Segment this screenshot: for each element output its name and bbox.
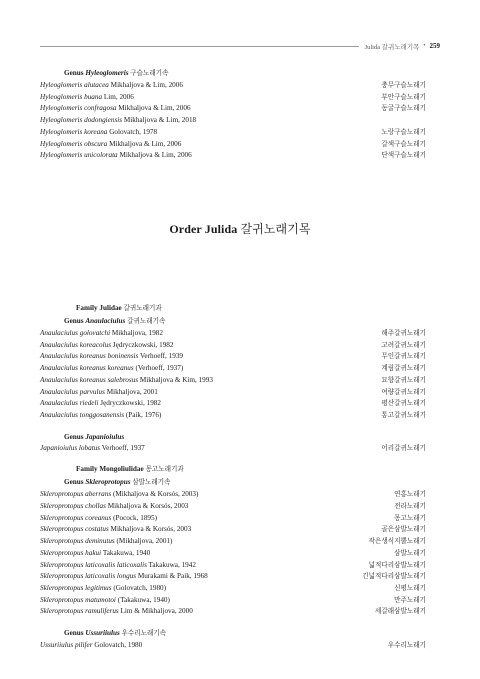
header-rule [40,46,359,47]
species-scientific-name: Ussuriiulus pilifer [40,641,93,650]
species-author: (Pocock, 1895) [113,513,157,522]
species-entry [40,80,426,92]
species-korean-name: 넓적다리삼발노래기 [368,561,426,569]
species-author: (Mikhaljova, 2001) [116,537,173,546]
species-entry [40,363,426,375]
species-entry [40,139,426,151]
species-citation [40,560,196,572]
species-scientific-name: Anaulaciulus parvulus [40,387,105,396]
species-scientific-name: Hyleoglomeris dodongiensis [40,116,123,125]
species-citation [40,150,192,162]
species-citation [40,410,161,422]
species-scientific-name: Anaulaciulus riedeli [40,399,99,408]
species-author: (Golovatch, 1980) [113,583,167,592]
species-author: Mikhaljova, 1982 [111,329,163,337]
species-author: Golovatch, 1978 [109,127,158,136]
species-korean-name: 만주노래기 [394,596,426,604]
species-entry [40,536,426,548]
species-citation [40,489,198,501]
species-entry [40,583,426,595]
species-entry [40,606,426,618]
running-head [40,40,440,52]
genus-korean-name: 구슬노래기속 [130,70,169,77]
species-scientific-name: Skleroprotopus aberrans [40,490,112,499]
species-korean-name: 단색구슬노래기 [381,152,426,160]
species-korean-name: 평산갈귀노래기 [381,400,426,408]
genus-heading-ussuriiulus [40,627,426,640]
species-scientific-name: Anaulaciulus tonggosanensis [40,410,125,419]
species-entry [40,340,426,352]
species-korean-name: 작은생식지뿔노래기 [368,538,426,546]
species-scientific-name: Skleroprotopus costatus [40,525,109,534]
species-citation [40,92,134,104]
species-citation [40,595,170,607]
family-label: Family Julidae [76,304,122,312]
species-entry [40,443,426,455]
species-list [40,640,426,652]
family-label: Family Mongoliulidae [76,465,144,474]
genus-label: Genus [64,629,84,638]
species-entry [40,103,426,115]
species-korean-name: 세갈래삼발노래기 [375,608,426,616]
species-citation [40,351,183,363]
species-scientific-name: Skleroprotopus hakui [40,548,102,557]
species-entry [40,150,426,162]
species-citation [40,127,157,139]
species-scientific-name: Hyleoglomeris confragosa [40,104,117,113]
species-author: Mikhaljova & Korsós, 2003 [110,525,192,534]
species-korean-name: 신평노래기 [394,584,426,592]
species-entry [40,115,426,127]
species-author: (Mikhaljova & Korsós, 2003) [112,490,199,499]
species-entry [40,548,426,560]
genus-label: Genus [64,478,84,487]
species-korean-name: 고려갈귀노래기 [381,341,426,349]
species-entry [40,560,426,572]
genus-name: Ussuriiulus [85,629,120,638]
species-scientific-name: Skleroprotopus coreanus [40,513,112,522]
species-author: (Paik, 1976) [125,410,162,419]
species-scientific-name: Anaulaciulus koreacolus [40,340,111,349]
species-korean-name: 갈색구슬노래기 [381,140,426,148]
species-author: (Verhoeff, 1937) [135,364,184,373]
species-entry [40,351,426,363]
species-author: Mikhaljova & Lim, 2006 [119,151,192,160]
family-korean-name: 갈귀노래기과 [123,305,162,312]
species-korean-name: 통고갈귀노래기 [381,411,426,419]
species-entry [40,328,426,340]
species-entry [40,513,426,525]
species-korean-name: 골은삼발노래기 [381,526,426,534]
species-scientific-name: Anaulaciulus koreanus koreanus [40,364,134,373]
species-entry [40,524,426,536]
species-citation [40,328,163,340]
species-citation [40,501,188,513]
species-author: Golovatch, 1980 [94,641,143,650]
genus-label: Genus [64,69,84,77]
species-korean-name: 여량갈귀노래기 [381,388,426,396]
species-citation [40,398,161,410]
species-entry [40,571,426,583]
species-korean-name: 연홍노래기 [394,491,426,499]
species-list [40,489,426,618]
genus-korean-name: 삼발노래기속 [132,479,171,487]
species-korean-name: 무인갈귀노래기 [381,353,426,361]
family-heading-mongoliulidae [40,463,426,476]
species-author: Mikhaljova & Korsós, 2003 [107,502,189,511]
species-entry [40,127,426,139]
species-list [40,443,426,455]
species-entry [40,640,426,652]
species-korean-name: 긴넓적다리삼발노래기 [362,573,426,581]
genus-korean-name: 우수리노래기속 [121,630,167,638]
species-korean-name: 전라노래기 [394,503,426,511]
species-korean-name: 우수리노래기 [387,642,426,650]
species-citation [40,139,181,151]
species-scientific-name: Anaulaciulus koreanus boninensis [40,352,139,361]
genus-heading-hyleoglomeris [40,67,426,80]
species-author: Lim & Mikhaljova, 2000 [120,607,193,616]
family-heading-julidae [40,302,426,315]
species-scientific-name: Hyleoglomeris koreana [40,127,108,136]
species-scientific-name: Skleroprotopus chollas [40,502,106,511]
species-author: Jędryczkowski, 1982 [100,399,161,408]
family-korean-name: 몽고노래기과 [145,466,184,474]
species-korean-name: 몽고노래기 [394,514,426,522]
header-bullet: • [423,43,426,49]
species-scientific-name: Hyleoglomeris unicolorata [40,151,118,160]
species-author: Mikhaljova & Lim, 2006 [110,81,183,89]
species-entry [40,410,426,422]
species-citation [40,571,208,583]
genus-korean-name: 갈귀노래기속 [127,318,166,325]
species-author: Murakami & Paik, 1968 [137,572,208,581]
species-citation [40,375,213,387]
order-label: Order Julida [169,222,238,236]
species-author: Mikhaljova, 2001 [106,387,158,396]
species-citation [40,548,150,560]
genus-name: Anaulaciulus [85,317,126,325]
species-entry [40,489,426,501]
genus-heading-anaulaciulus [40,315,426,328]
species-author: Mikhaljova & Lim, 2006 [118,104,191,113]
species-entry [40,92,426,104]
species-citation [40,583,166,595]
genus-label: Genus [64,317,84,325]
species-author: Jędryczkowski, 1982 [112,340,174,349]
species-citation [40,363,183,375]
species-scientific-name: Hyleoglomeris buana [40,92,103,101]
species-citation [40,606,193,618]
species-korean-name: 어리갈귀노래기 [381,444,426,452]
species-scientific-name: Skleroprotopus laticoxalis laticoxalis [40,560,147,569]
genus-heading-skleroprotopus [40,476,426,489]
species-korean-name: 노랑구슬노래기 [381,128,426,136]
species-author: Verhoeff, 1937 [101,443,145,452]
genus-name: Hyleoglomeris [85,69,129,77]
species-author: Mikhaljova & Kim, 1993 [139,375,213,384]
species-author: Takakuwa, 1942 [148,560,196,569]
species-list [40,328,426,422]
species-scientific-name: Skleroprotopus matumotoi [40,595,116,604]
species-scientific-name: Hyleoglomeris alutacea [40,81,109,89]
species-citation [40,513,157,525]
species-entry [40,501,426,513]
species-korean-name: 충무구슬노래기 [381,82,426,89]
species-scientific-name: Skleroprotopus laticoxalis longus [40,572,137,581]
species-entry [40,398,426,410]
species-author: Lim, 2006 [103,92,134,101]
genus-name: Japanioiulus [85,432,125,441]
genus-heading-japanioiulus [40,431,426,443]
species-author: (Takakuwa, 1940) [117,595,170,604]
species-citation [40,536,172,548]
spacer [40,618,426,627]
julidae-block [40,302,426,652]
page-number: 259 [429,42,440,50]
spacer [40,422,426,431]
species-list [40,80,426,162]
species-korean-name: 묘향갈귀노래기 [381,376,426,384]
species-author: Takakuwa, 1940 [102,548,151,557]
order-korean-name: 갈귀노래기목 [240,222,311,236]
species-scientific-name: Hyleoglomeris obscura [40,139,108,148]
species-scientific-name: Skleroprotopus ramuliferus [40,607,119,616]
species-korean-name: 부안구슬노래기 [381,93,426,101]
species-citation [40,340,173,352]
species-author: Mikhaljova & Lim, 2018 [123,116,197,125]
species-citation [40,115,196,127]
species-scientific-name: Skleroprotopus legitimus [40,583,112,592]
species-author: Verhoeff, 1939 [140,352,184,361]
running-head-title: Julida 갈귀노래기목 [364,43,420,51]
species-scientific-name: Japanioiulus lobatus [40,443,101,452]
species-citation [40,640,142,652]
species-scientific-name: Skleroprotopus deminutus [40,537,115,546]
species-scientific-name: Anaulaciulus koreanus salebrosus [40,375,139,384]
species-scientific-name: Anaulaciulus golovatchi [40,329,111,337]
hyleoglomeris-block [40,67,426,162]
species-korean-name: 동굴구슬노래기 [381,105,426,113]
species-entry [40,387,426,399]
species-citation [40,443,145,455]
species-entry [40,595,426,607]
species-korean-name: 해주갈귀노래기 [381,330,426,337]
species-korean-name: 계림갈귀노래기 [381,365,426,373]
species-citation [40,103,191,115]
species-author: Mikhaljova & Lim, 2006 [109,139,182,148]
species-entry [40,375,426,387]
genus-name: Skleroprotopus [85,478,131,487]
order-title [0,220,480,237]
species-citation [40,80,183,92]
species-citation [40,387,158,399]
genus-label: Genus [64,432,84,441]
species-korean-name: 삼발노래기 [394,549,426,557]
species-citation [40,524,191,536]
spacer [40,454,426,463]
